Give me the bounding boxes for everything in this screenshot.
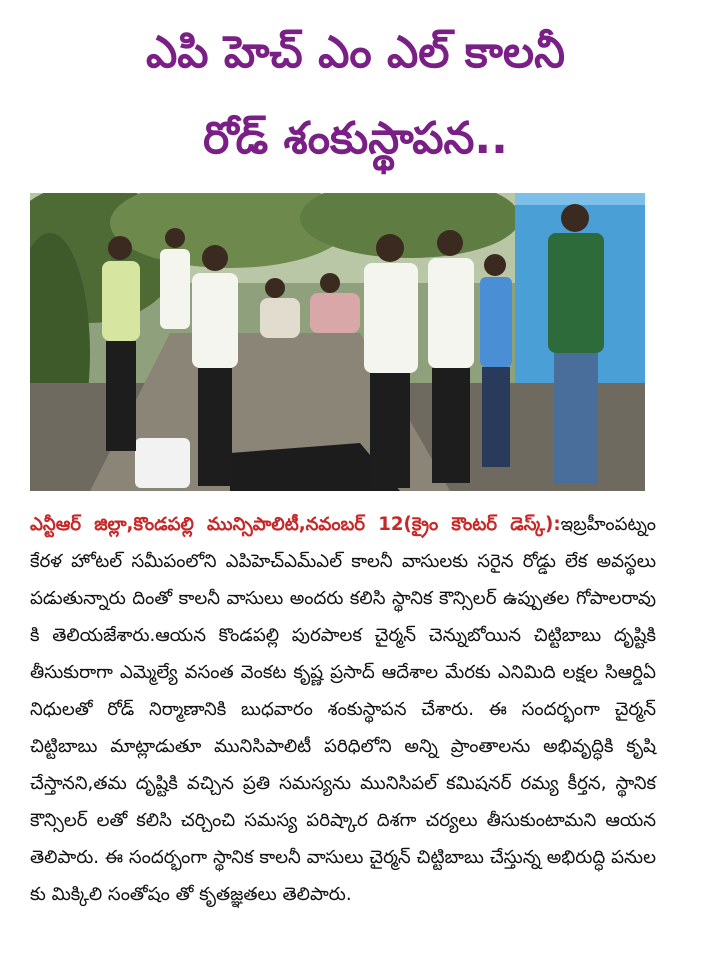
news-photo [30,193,645,491]
article-dateline: ఎన్టీఆర్ జిల్లా,కొండపల్లి మున్సిపాలిటీ,నవంబర్ 12(క్రైం కౌంటర్ డెస్క్): [30,514,561,535]
article-body: ఇబ్రహీంపట్నం కేరళ హోటల్ సమీపంలోని ఎపిహెచ్ఎమ్ఎల్ కాలనీ వాసులకు సరైన రోడ్డు లేక అవస్థలు పడుతున్నారు దింతో కాలనీ వాసులు అందరు కలిసి స్థానిక కౌన్సిలర్ ఉప్పుతల గోపాలరావు కి తెలియజేశారు.ఆయన కొండపల్లి పురపాలక చైర్మన్ చెన్నుబోయిన చిట్టిబాబు దృష్టికి తీసుకురాగా ఎమ్మెల్యే వసంత వెంకట కృష్ణ ప్రసాద్ ఆదేశాల మేరకు ఎనిమిది లక్షల సిఆర్డిఏ నిధులతో రోడ్ నిర్మాణానికి బుధవారం శంకుస్థాపన చేశారు. ఈ సందర్భంగా చైర్మన్ చిట్టిబాబు మాట్లాడుతూ మునిసిపాలిటీ పరిధిలోని అన్ని ప్రాంతాలను అభివృద్ధికి కృషి చేస్తానని,తమ దృష్టికి వచ్చిన ప్రతి సమస్యను మునిసిపల్ కమిషనర్ రమ్య కీర్తన, స్థానిక కౌన్సిలర్ లతో కలిసి చర్చించి సమస్య పరిష్కార దిశగా చర్యలు తీసుకుంటామని ఆయన తెలిపారు. ఈ సందర్భంగా స్థానిక కాలనీ వాసులు చైర్మన్ చిట్టిబాబు చేస్తున్న అభిరుద్ధి పనుల కు మిక్కిలి సంతోషం తో కృతజ్ఞతలు తెలిపారు. [30,514,656,905]
photo-illustration [30,193,645,491]
headline-line-2: రోడ్ శంకుస్థాపన.. [203,113,508,164]
headline [0,10,711,182]
article [30,506,656,913]
headline-line-1: ఎపి హెచ్ ఎం ఎల్ కాలనీ [145,27,566,78]
